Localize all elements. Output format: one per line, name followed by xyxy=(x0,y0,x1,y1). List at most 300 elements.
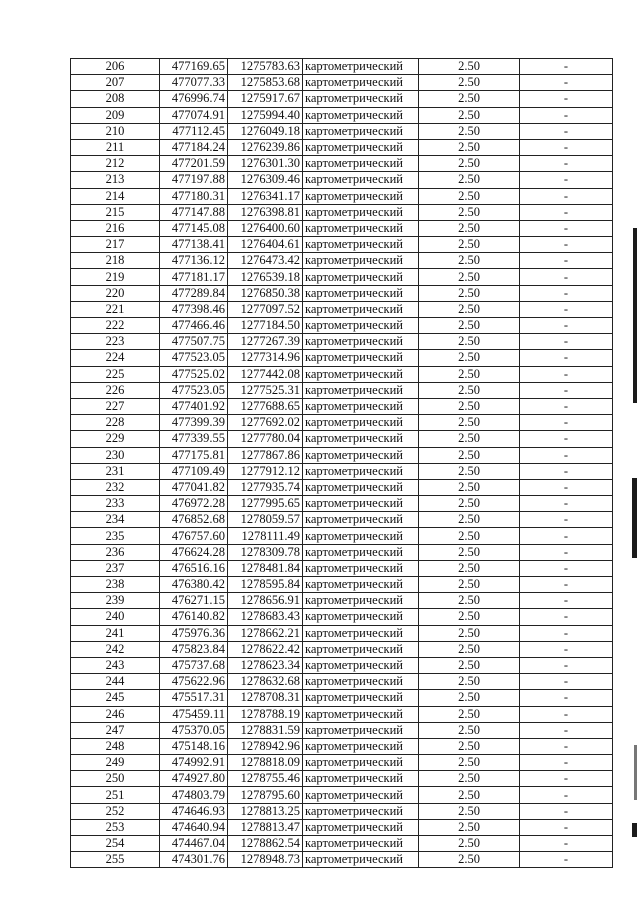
note-cell: - xyxy=(520,690,613,706)
x-coordinate-cell: 475459.11 xyxy=(160,706,228,722)
note-cell: - xyxy=(520,755,613,771)
x-coordinate-cell: 477466.46 xyxy=(160,318,228,334)
point-number-cell: 237 xyxy=(71,560,160,576)
method-cell: картометрический xyxy=(303,641,419,657)
note-cell: - xyxy=(520,544,613,560)
point-number-cell: 216 xyxy=(71,220,160,236)
y-coordinate-cell: 1278662.21 xyxy=(228,625,303,641)
y-coordinate-cell: 1278813.47 xyxy=(228,819,303,835)
y-coordinate-cell: 1275783.63 xyxy=(228,59,303,75)
table-row xyxy=(71,318,613,334)
accuracy-cell: 2.50 xyxy=(419,188,520,204)
point-number-cell: 224 xyxy=(71,350,160,366)
table-row xyxy=(71,59,613,75)
table-row xyxy=(71,107,613,123)
method-cell: картометрический xyxy=(303,269,419,285)
table-row xyxy=(71,560,613,576)
y-coordinate-cell: 1276309.46 xyxy=(228,172,303,188)
note-cell: - xyxy=(520,609,613,625)
y-coordinate-cell: 1278755.46 xyxy=(228,771,303,787)
note-cell: - xyxy=(520,787,613,803)
x-coordinate-cell: 474640.94 xyxy=(160,819,228,835)
accuracy-cell: 2.50 xyxy=(419,528,520,544)
note-cell: - xyxy=(520,738,613,754)
point-number-cell: 249 xyxy=(71,755,160,771)
note-cell: - xyxy=(520,398,613,414)
table-row xyxy=(71,188,613,204)
accuracy-cell: 2.50 xyxy=(419,447,520,463)
scan-artifact xyxy=(633,228,637,403)
table-row xyxy=(71,75,613,91)
x-coordinate-cell: 475148.16 xyxy=(160,738,228,754)
x-coordinate-cell: 477112.45 xyxy=(160,123,228,139)
method-cell: картометрический xyxy=(303,528,419,544)
table-row xyxy=(71,285,613,301)
point-number-cell: 248 xyxy=(71,738,160,754)
method-cell: картометрический xyxy=(303,674,419,690)
method-cell: картометрический xyxy=(303,512,419,528)
point-number-cell: 235 xyxy=(71,528,160,544)
method-cell: картометрический xyxy=(303,819,419,835)
x-coordinate-cell: 476972.28 xyxy=(160,496,228,512)
method-cell: картометрический xyxy=(303,577,419,593)
x-coordinate-cell: 476271.15 xyxy=(160,593,228,609)
y-coordinate-cell: 1277867.86 xyxy=(228,447,303,463)
table-row xyxy=(71,625,613,641)
accuracy-cell: 2.50 xyxy=(419,139,520,155)
note-cell: - xyxy=(520,447,613,463)
method-cell: картометрический xyxy=(303,188,419,204)
y-coordinate-cell: 1278942.96 xyxy=(228,738,303,754)
x-coordinate-cell: 477138.41 xyxy=(160,237,228,253)
table-row xyxy=(71,657,613,673)
x-coordinate-cell: 476380.42 xyxy=(160,577,228,593)
x-coordinate-cell: 477109.49 xyxy=(160,463,228,479)
accuracy-cell: 2.50 xyxy=(419,123,520,139)
accuracy-cell: 2.50 xyxy=(419,318,520,334)
method-cell: картометрический xyxy=(303,301,419,317)
coordinates-table xyxy=(70,58,613,868)
method-cell: картометрический xyxy=(303,722,419,738)
x-coordinate-cell: 477145.08 xyxy=(160,220,228,236)
x-coordinate-cell: 477181.17 xyxy=(160,269,228,285)
table-row xyxy=(71,577,613,593)
accuracy-cell: 2.50 xyxy=(419,738,520,754)
point-number-cell: 254 xyxy=(71,836,160,852)
note-cell: - xyxy=(520,852,613,868)
accuracy-cell: 2.50 xyxy=(419,690,520,706)
x-coordinate-cell: 476996.74 xyxy=(160,91,228,107)
note-cell: - xyxy=(520,771,613,787)
accuracy-cell: 2.50 xyxy=(419,836,520,852)
accuracy-cell: 2.50 xyxy=(419,91,520,107)
point-number-cell: 240 xyxy=(71,609,160,625)
accuracy-cell: 2.50 xyxy=(419,431,520,447)
point-number-cell: 229 xyxy=(71,431,160,447)
point-number-cell: 217 xyxy=(71,237,160,253)
method-cell: картометрический xyxy=(303,107,419,123)
y-coordinate-cell: 1278831.59 xyxy=(228,722,303,738)
y-coordinate-cell: 1276850.38 xyxy=(228,285,303,301)
point-number-cell: 207 xyxy=(71,75,160,91)
accuracy-cell: 2.50 xyxy=(419,787,520,803)
note-cell: - xyxy=(520,528,613,544)
accuracy-cell: 2.50 xyxy=(419,366,520,382)
table-row xyxy=(71,334,613,350)
note-cell: - xyxy=(520,625,613,641)
point-number-cell: 221 xyxy=(71,301,160,317)
accuracy-cell: 2.50 xyxy=(419,544,520,560)
table-row xyxy=(71,91,613,107)
accuracy-cell: 2.50 xyxy=(419,334,520,350)
point-number-cell: 233 xyxy=(71,496,160,512)
x-coordinate-cell: 476516.16 xyxy=(160,560,228,576)
accuracy-cell: 2.50 xyxy=(419,382,520,398)
x-coordinate-cell: 477201.59 xyxy=(160,156,228,172)
point-number-cell: 227 xyxy=(71,398,160,414)
accuracy-cell: 2.50 xyxy=(419,512,520,528)
y-coordinate-cell: 1275994.40 xyxy=(228,107,303,123)
y-coordinate-cell: 1276398.81 xyxy=(228,204,303,220)
table-row xyxy=(71,803,613,819)
note-cell: - xyxy=(520,123,613,139)
y-coordinate-cell: 1277267.39 xyxy=(228,334,303,350)
accuracy-cell: 2.50 xyxy=(419,107,520,123)
accuracy-cell: 2.50 xyxy=(419,577,520,593)
table-row xyxy=(71,852,613,868)
table-row xyxy=(71,301,613,317)
point-number-cell: 239 xyxy=(71,593,160,609)
table-row xyxy=(71,593,613,609)
y-coordinate-cell: 1278818.09 xyxy=(228,755,303,771)
table-row xyxy=(71,447,613,463)
accuracy-cell: 2.50 xyxy=(419,398,520,414)
note-cell: - xyxy=(520,512,613,528)
note-cell: - xyxy=(520,59,613,75)
x-coordinate-cell: 477197.88 xyxy=(160,172,228,188)
accuracy-cell: 2.50 xyxy=(419,609,520,625)
note-cell: - xyxy=(520,139,613,155)
table-row xyxy=(71,415,613,431)
accuracy-cell: 2.50 xyxy=(419,852,520,868)
point-number-cell: 214 xyxy=(71,188,160,204)
note-cell: - xyxy=(520,285,613,301)
accuracy-cell: 2.50 xyxy=(419,657,520,673)
y-coordinate-cell: 1277935.74 xyxy=(228,479,303,495)
method-cell: картометрический xyxy=(303,463,419,479)
table-row xyxy=(71,479,613,495)
note-cell: - xyxy=(520,75,613,91)
accuracy-cell: 2.50 xyxy=(419,593,520,609)
table-row xyxy=(71,156,613,172)
table-row xyxy=(71,139,613,155)
x-coordinate-cell: 477147.88 xyxy=(160,204,228,220)
note-cell: - xyxy=(520,641,613,657)
accuracy-cell: 2.50 xyxy=(419,463,520,479)
document-page xyxy=(70,58,613,868)
table-row xyxy=(71,123,613,139)
point-number-cell: 247 xyxy=(71,722,160,738)
accuracy-cell: 2.50 xyxy=(419,722,520,738)
method-cell: картометрический xyxy=(303,625,419,641)
y-coordinate-cell: 1278481.84 xyxy=(228,560,303,576)
table-row xyxy=(71,350,613,366)
table-row xyxy=(71,641,613,657)
note-cell: - xyxy=(520,172,613,188)
note-cell: - xyxy=(520,722,613,738)
note-cell: - xyxy=(520,301,613,317)
method-cell: картометрический xyxy=(303,59,419,75)
method-cell: картометрический xyxy=(303,139,419,155)
table-row xyxy=(71,253,613,269)
accuracy-cell: 2.50 xyxy=(419,625,520,641)
y-coordinate-cell: 1278111.49 xyxy=(228,528,303,544)
point-number-cell: 241 xyxy=(71,625,160,641)
point-number-cell: 212 xyxy=(71,156,160,172)
note-cell: - xyxy=(520,560,613,576)
x-coordinate-cell: 477041.82 xyxy=(160,479,228,495)
x-coordinate-cell: 477074.91 xyxy=(160,107,228,123)
table-row xyxy=(71,512,613,528)
point-number-cell: 211 xyxy=(71,139,160,155)
accuracy-cell: 2.50 xyxy=(419,172,520,188)
x-coordinate-cell: 477339.55 xyxy=(160,431,228,447)
point-number-cell: 215 xyxy=(71,204,160,220)
note-cell: - xyxy=(520,674,613,690)
point-number-cell: 244 xyxy=(71,674,160,690)
table-row xyxy=(71,431,613,447)
accuracy-cell: 2.50 xyxy=(419,706,520,722)
point-number-cell: 220 xyxy=(71,285,160,301)
x-coordinate-cell: 476852.68 xyxy=(160,512,228,528)
x-coordinate-cell: 477398.46 xyxy=(160,301,228,317)
table-row xyxy=(71,771,613,787)
method-cell: картометрический xyxy=(303,334,419,350)
note-cell: - xyxy=(520,431,613,447)
y-coordinate-cell: 1277692.02 xyxy=(228,415,303,431)
y-coordinate-cell: 1278623.34 xyxy=(228,657,303,673)
point-number-cell: 209 xyxy=(71,107,160,123)
x-coordinate-cell: 477169.65 xyxy=(160,59,228,75)
method-cell: картометрический xyxy=(303,706,419,722)
point-number-cell: 253 xyxy=(71,819,160,835)
point-number-cell: 251 xyxy=(71,787,160,803)
table-row xyxy=(71,204,613,220)
scan-artifact xyxy=(632,478,637,558)
note-cell: - xyxy=(520,382,613,398)
point-number-cell: 226 xyxy=(71,382,160,398)
method-cell: картометрический xyxy=(303,690,419,706)
table-row xyxy=(71,463,613,479)
y-coordinate-cell: 1278622.42 xyxy=(228,641,303,657)
accuracy-cell: 2.50 xyxy=(419,156,520,172)
x-coordinate-cell: 476140.82 xyxy=(160,609,228,625)
accuracy-cell: 2.50 xyxy=(419,496,520,512)
x-coordinate-cell: 477523.05 xyxy=(160,350,228,366)
accuracy-cell: 2.50 xyxy=(419,59,520,75)
x-coordinate-cell: 477525.02 xyxy=(160,366,228,382)
table-row xyxy=(71,496,613,512)
x-coordinate-cell: 477399.39 xyxy=(160,415,228,431)
y-coordinate-cell: 1276239.86 xyxy=(228,139,303,155)
x-coordinate-cell: 474803.79 xyxy=(160,787,228,803)
y-coordinate-cell: 1276049.18 xyxy=(228,123,303,139)
x-coordinate-cell: 475823.84 xyxy=(160,641,228,657)
method-cell: картометрический xyxy=(303,285,419,301)
x-coordinate-cell: 474467.04 xyxy=(160,836,228,852)
y-coordinate-cell: 1278813.25 xyxy=(228,803,303,819)
point-number-cell: 255 xyxy=(71,852,160,868)
x-coordinate-cell: 476757.60 xyxy=(160,528,228,544)
y-coordinate-cell: 1278309.78 xyxy=(228,544,303,560)
scan-artifact xyxy=(634,745,637,800)
method-cell: картометрический xyxy=(303,415,419,431)
method-cell: картометрический xyxy=(303,318,419,334)
table-row xyxy=(71,706,613,722)
y-coordinate-cell: 1278595.84 xyxy=(228,577,303,593)
y-coordinate-cell: 1277097.52 xyxy=(228,301,303,317)
y-coordinate-cell: 1277184.50 xyxy=(228,318,303,334)
table-row xyxy=(71,528,613,544)
coordinates-table-body xyxy=(71,59,613,868)
table-row xyxy=(71,755,613,771)
note-cell: - xyxy=(520,318,613,334)
accuracy-cell: 2.50 xyxy=(419,204,520,220)
point-number-cell: 213 xyxy=(71,172,160,188)
note-cell: - xyxy=(520,237,613,253)
point-number-cell: 243 xyxy=(71,657,160,673)
table-row xyxy=(71,674,613,690)
table-row xyxy=(71,819,613,835)
method-cell: картометрический xyxy=(303,447,419,463)
point-number-cell: 234 xyxy=(71,512,160,528)
note-cell: - xyxy=(520,156,613,172)
method-cell: картометрический xyxy=(303,398,419,414)
accuracy-cell: 2.50 xyxy=(419,253,520,269)
accuracy-cell: 2.50 xyxy=(419,75,520,91)
point-number-cell: 223 xyxy=(71,334,160,350)
accuracy-cell: 2.50 xyxy=(419,237,520,253)
y-coordinate-cell: 1278656.91 xyxy=(228,593,303,609)
note-cell: - xyxy=(520,334,613,350)
note-cell: - xyxy=(520,657,613,673)
y-coordinate-cell: 1276301.30 xyxy=(228,156,303,172)
y-coordinate-cell: 1276404.61 xyxy=(228,237,303,253)
point-number-cell: 225 xyxy=(71,366,160,382)
table-row xyxy=(71,609,613,625)
y-coordinate-cell: 1276539.18 xyxy=(228,269,303,285)
method-cell: картометрический xyxy=(303,496,419,512)
table-row xyxy=(71,722,613,738)
y-coordinate-cell: 1278795.60 xyxy=(228,787,303,803)
note-cell: - xyxy=(520,107,613,123)
method-cell: картометрический xyxy=(303,253,419,269)
x-coordinate-cell: 477077.33 xyxy=(160,75,228,91)
accuracy-cell: 2.50 xyxy=(419,803,520,819)
table-row xyxy=(71,690,613,706)
accuracy-cell: 2.50 xyxy=(419,285,520,301)
table-row xyxy=(71,836,613,852)
note-cell: - xyxy=(520,819,613,835)
x-coordinate-cell: 477507.75 xyxy=(160,334,228,350)
point-number-cell: 231 xyxy=(71,463,160,479)
note-cell: - xyxy=(520,269,613,285)
accuracy-cell: 2.50 xyxy=(419,674,520,690)
x-coordinate-cell: 475622.96 xyxy=(160,674,228,690)
y-coordinate-cell: 1276473.42 xyxy=(228,253,303,269)
method-cell: картометрический xyxy=(303,560,419,576)
note-cell: - xyxy=(520,706,613,722)
point-number-cell: 242 xyxy=(71,641,160,657)
point-number-cell: 208 xyxy=(71,91,160,107)
point-number-cell: 238 xyxy=(71,577,160,593)
table-row xyxy=(71,544,613,560)
table-row xyxy=(71,237,613,253)
point-number-cell: 250 xyxy=(71,771,160,787)
note-cell: - xyxy=(520,496,613,512)
method-cell: картометрический xyxy=(303,382,419,398)
note-cell: - xyxy=(520,91,613,107)
method-cell: картометрический xyxy=(303,609,419,625)
point-number-cell: 219 xyxy=(71,269,160,285)
method-cell: картометрический xyxy=(303,91,419,107)
note-cell: - xyxy=(520,220,613,236)
method-cell: картометрический xyxy=(303,593,419,609)
x-coordinate-cell: 475370.05 xyxy=(160,722,228,738)
table-row xyxy=(71,738,613,754)
method-cell: картометрический xyxy=(303,787,419,803)
y-coordinate-cell: 1278632.68 xyxy=(228,674,303,690)
x-coordinate-cell: 474927.80 xyxy=(160,771,228,787)
accuracy-cell: 2.50 xyxy=(419,819,520,835)
y-coordinate-cell: 1276400.60 xyxy=(228,220,303,236)
note-cell: - xyxy=(520,803,613,819)
point-number-cell: 230 xyxy=(71,447,160,463)
method-cell: картометрический xyxy=(303,836,419,852)
method-cell: картометрический xyxy=(303,75,419,91)
method-cell: картометрический xyxy=(303,852,419,868)
accuracy-cell: 2.50 xyxy=(419,641,520,657)
x-coordinate-cell: 475737.68 xyxy=(160,657,228,673)
note-cell: - xyxy=(520,188,613,204)
note-cell: - xyxy=(520,593,613,609)
accuracy-cell: 2.50 xyxy=(419,771,520,787)
accuracy-cell: 2.50 xyxy=(419,560,520,576)
method-cell: картометрический xyxy=(303,771,419,787)
point-number-cell: 246 xyxy=(71,706,160,722)
method-cell: картометрический xyxy=(303,123,419,139)
accuracy-cell: 2.50 xyxy=(419,301,520,317)
note-cell: - xyxy=(520,836,613,852)
point-number-cell: 232 xyxy=(71,479,160,495)
method-cell: картометрический xyxy=(303,544,419,560)
method-cell: картометрический xyxy=(303,172,419,188)
accuracy-cell: 2.50 xyxy=(419,415,520,431)
y-coordinate-cell: 1277314.96 xyxy=(228,350,303,366)
method-cell: картометрический xyxy=(303,366,419,382)
y-coordinate-cell: 1277780.04 xyxy=(228,431,303,447)
scan-artifact xyxy=(632,823,637,837)
note-cell: - xyxy=(520,577,613,593)
point-number-cell: 206 xyxy=(71,59,160,75)
note-cell: - xyxy=(520,415,613,431)
accuracy-cell: 2.50 xyxy=(419,479,520,495)
accuracy-cell: 2.50 xyxy=(419,220,520,236)
table-row xyxy=(71,382,613,398)
note-cell: - xyxy=(520,479,613,495)
y-coordinate-cell: 1277688.65 xyxy=(228,398,303,414)
point-number-cell: 228 xyxy=(71,415,160,431)
